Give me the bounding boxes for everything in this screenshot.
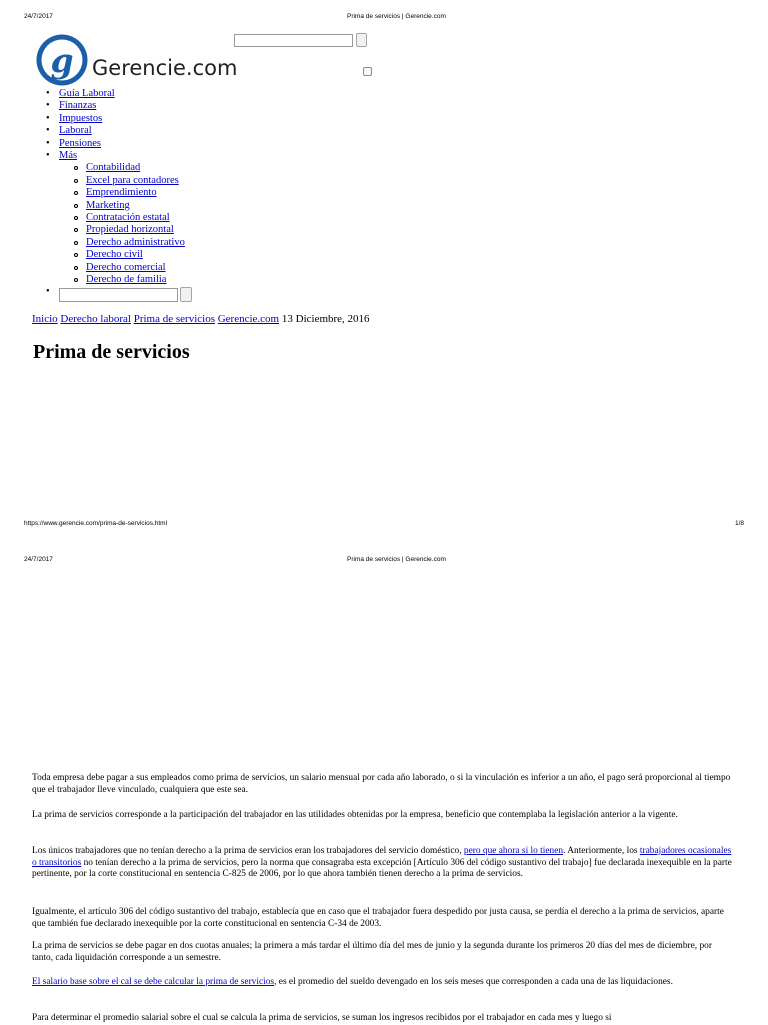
submenu-link-excel[interactable]: Excel para contadores	[86, 174, 179, 186]
breadcrumb-category[interactable]: Derecho laboral	[60, 313, 131, 325]
breadcrumb	[32, 313, 370, 325]
breadcrumb-home[interactable]: Inicio	[32, 313, 58, 325]
menu-toggle-checkbox[interactable]	[363, 67, 372, 76]
submenu-item	[59, 200, 185, 212]
submenu-link-administrativo[interactable]: Derecho administrativo	[86, 236, 185, 248]
nav-item-impuestos	[46, 113, 185, 125]
breadcrumb-current[interactable]: Prima de servicios	[133, 313, 215, 325]
article-paragraph-6	[32, 977, 732, 989]
submenu-item	[59, 175, 185, 187]
submenu-link-marketing[interactable]: Marketing	[86, 199, 130, 211]
nav-item-laboral	[46, 125, 185, 137]
nav-search-bullet: •	[46, 286, 50, 297]
nav-link-guia-laboral[interactable]: Guía Laboral	[59, 88, 115, 99]
submenu-item	[59, 274, 185, 286]
article-paragraph-2: La prima de servicios corresponde a la participación del trabajador en las utilidades obtenidas por la empresa, beneficio que contemplaba la legislación anterior a la vigente.	[32, 810, 678, 820]
page-title: Prima de servicios	[33, 341, 190, 363]
print-url: https://www.gerencie.com/prima-de-servicios.html	[24, 520, 168, 527]
submenu-item	[59, 262, 185, 274]
nav-link-pensiones[interactable]: Pensiones	[59, 137, 101, 149]
publish-date: 13 Diciembre, 2016	[281, 313, 370, 325]
submenu-item	[59, 237, 185, 249]
header-search-input[interactable]	[234, 34, 353, 47]
article-paragraph-1: Toda empresa debe pagar a sus empleados como prima de servicios, un salario mensual por cada año laborado, o si la vinculación es inferior a un año, el pago será proporcional al tiempo que el trabajador lleve vinculado, cualquiera que este sea.	[32, 773, 731, 795]
nav-item-finanzas	[46, 100, 185, 112]
nav-item-pensiones	[46, 138, 185, 150]
site-name[interactable]: Gerencie.com	[92, 56, 238, 80]
nav-link-mas[interactable]: Más	[59, 150, 78, 162]
paragraph-3-text-c: no tenían derecho a la prima de servicios, pero la norma que consagraba esta excepción [Artículo 306 del código sustantivo del trabajo] fue declarada inexequible en la parte pertinente, por la corte constitucional en sentencia C-825 de 2006, por lo que ahora también tienen derecho a la prima de servicios.	[32, 857, 732, 880]
submenu-link-contratacion[interactable]: Contratación estatal	[86, 212, 170, 224]
breadcrumb-author[interactable]: Gerencie.com	[217, 313, 280, 325]
main-nav	[46, 88, 185, 287]
nav-link-finanzas[interactable]: Finanzas	[59, 100, 97, 112]
nav-search-button[interactable]	[180, 287, 192, 302]
submenu-link-familia[interactable]: Derecho de familia	[86, 274, 167, 286]
paragraph-3-text-b: . Anteriormente, los	[563, 846, 640, 856]
link-occasional-workers[interactable]: trabajadores ocasionales o transitorios	[32, 846, 732, 868]
print-title: Prima de servicios | Gerencie.com	[347, 13, 446, 20]
link-salario-base[interactable]: El salario base sobre el cal se debe calcular la prima de servicios	[32, 977, 275, 987]
print-page-number: 1/8	[735, 520, 745, 527]
submenu-item	[59, 187, 185, 199]
more-submenu	[59, 162, 185, 286]
article-paragraph-5: La prima de servicios se debe pagar en dos cuotas anuales; la primera a más tardar el último día del mes de junio y la segunda durante los primeros 20 días del mes de diciembre, por tanto, cada liquidación corresponde a un semestre.	[32, 941, 712, 963]
article-paragraph-4: Igualmente, el artículo 306 del código sustantivo del trabajo, establecía que en caso que el trabajador fuera despedido por justa causa, se perdía el derecho a la prima de servicios, aparte que también fue declarado inexequible por la corte constitucional en sentencia C-34 de 2003.	[32, 907, 724, 929]
submenu-item	[59, 249, 185, 261]
submenu-link-comercial[interactable]: Derecho comercial	[86, 261, 166, 273]
header-search-button[interactable]	[356, 33, 367, 47]
link-domestic-workers[interactable]: pero que ahora si lo tienen	[463, 846, 564, 856]
nav-search-input[interactable]	[59, 288, 178, 302]
print-date: 24/7/2017	[24, 13, 53, 20]
paragraph-6-text: , es el promedio del sueldo devengado en los seis meses que corresponden a cada una de las liquidaciones.	[274, 977, 673, 987]
print-title-page2: Prima de servicios | Gerencie.com	[347, 556, 446, 563]
nav-item-guia-laboral	[46, 88, 185, 100]
nav-item-mas	[46, 150, 185, 286]
submenu-link-propiedad[interactable]: Propiedad horizontal	[86, 224, 174, 236]
nav-link-laboral[interactable]: Laboral	[59, 125, 92, 137]
submenu-item	[59, 224, 185, 236]
submenu-item	[59, 212, 185, 224]
submenu-link-civil[interactable]: Derecho civil	[86, 249, 143, 261]
submenu-link-emprendimiento[interactable]: Emprendimiento	[86, 187, 157, 199]
paragraph-3-text-a: Los únicos trabajadores que no tenían derecho a la prima de servicios eran los trabajadores del servicio doméstico,	[32, 846, 464, 856]
submenu-item	[59, 162, 185, 174]
nav-link-impuestos[interactable]: Impuestos	[59, 112, 103, 124]
article-paragraph-3	[32, 846, 732, 881]
gerencie-g-logo-icon[interactable]	[35, 33, 89, 87]
submenu-link-contabilidad[interactable]: Contabilidad	[86, 162, 141, 174]
print-date-page2: 24/7/2017	[24, 556, 53, 563]
article-paragraph-7: Para determinar el promedio salarial sobre el cual se calcula la prima de servicios, se suman los ingresos recibidos por el trabajador en cada mes y luego si	[32, 1013, 612, 1023]
svg-text:g: g	[50, 41, 74, 80]
